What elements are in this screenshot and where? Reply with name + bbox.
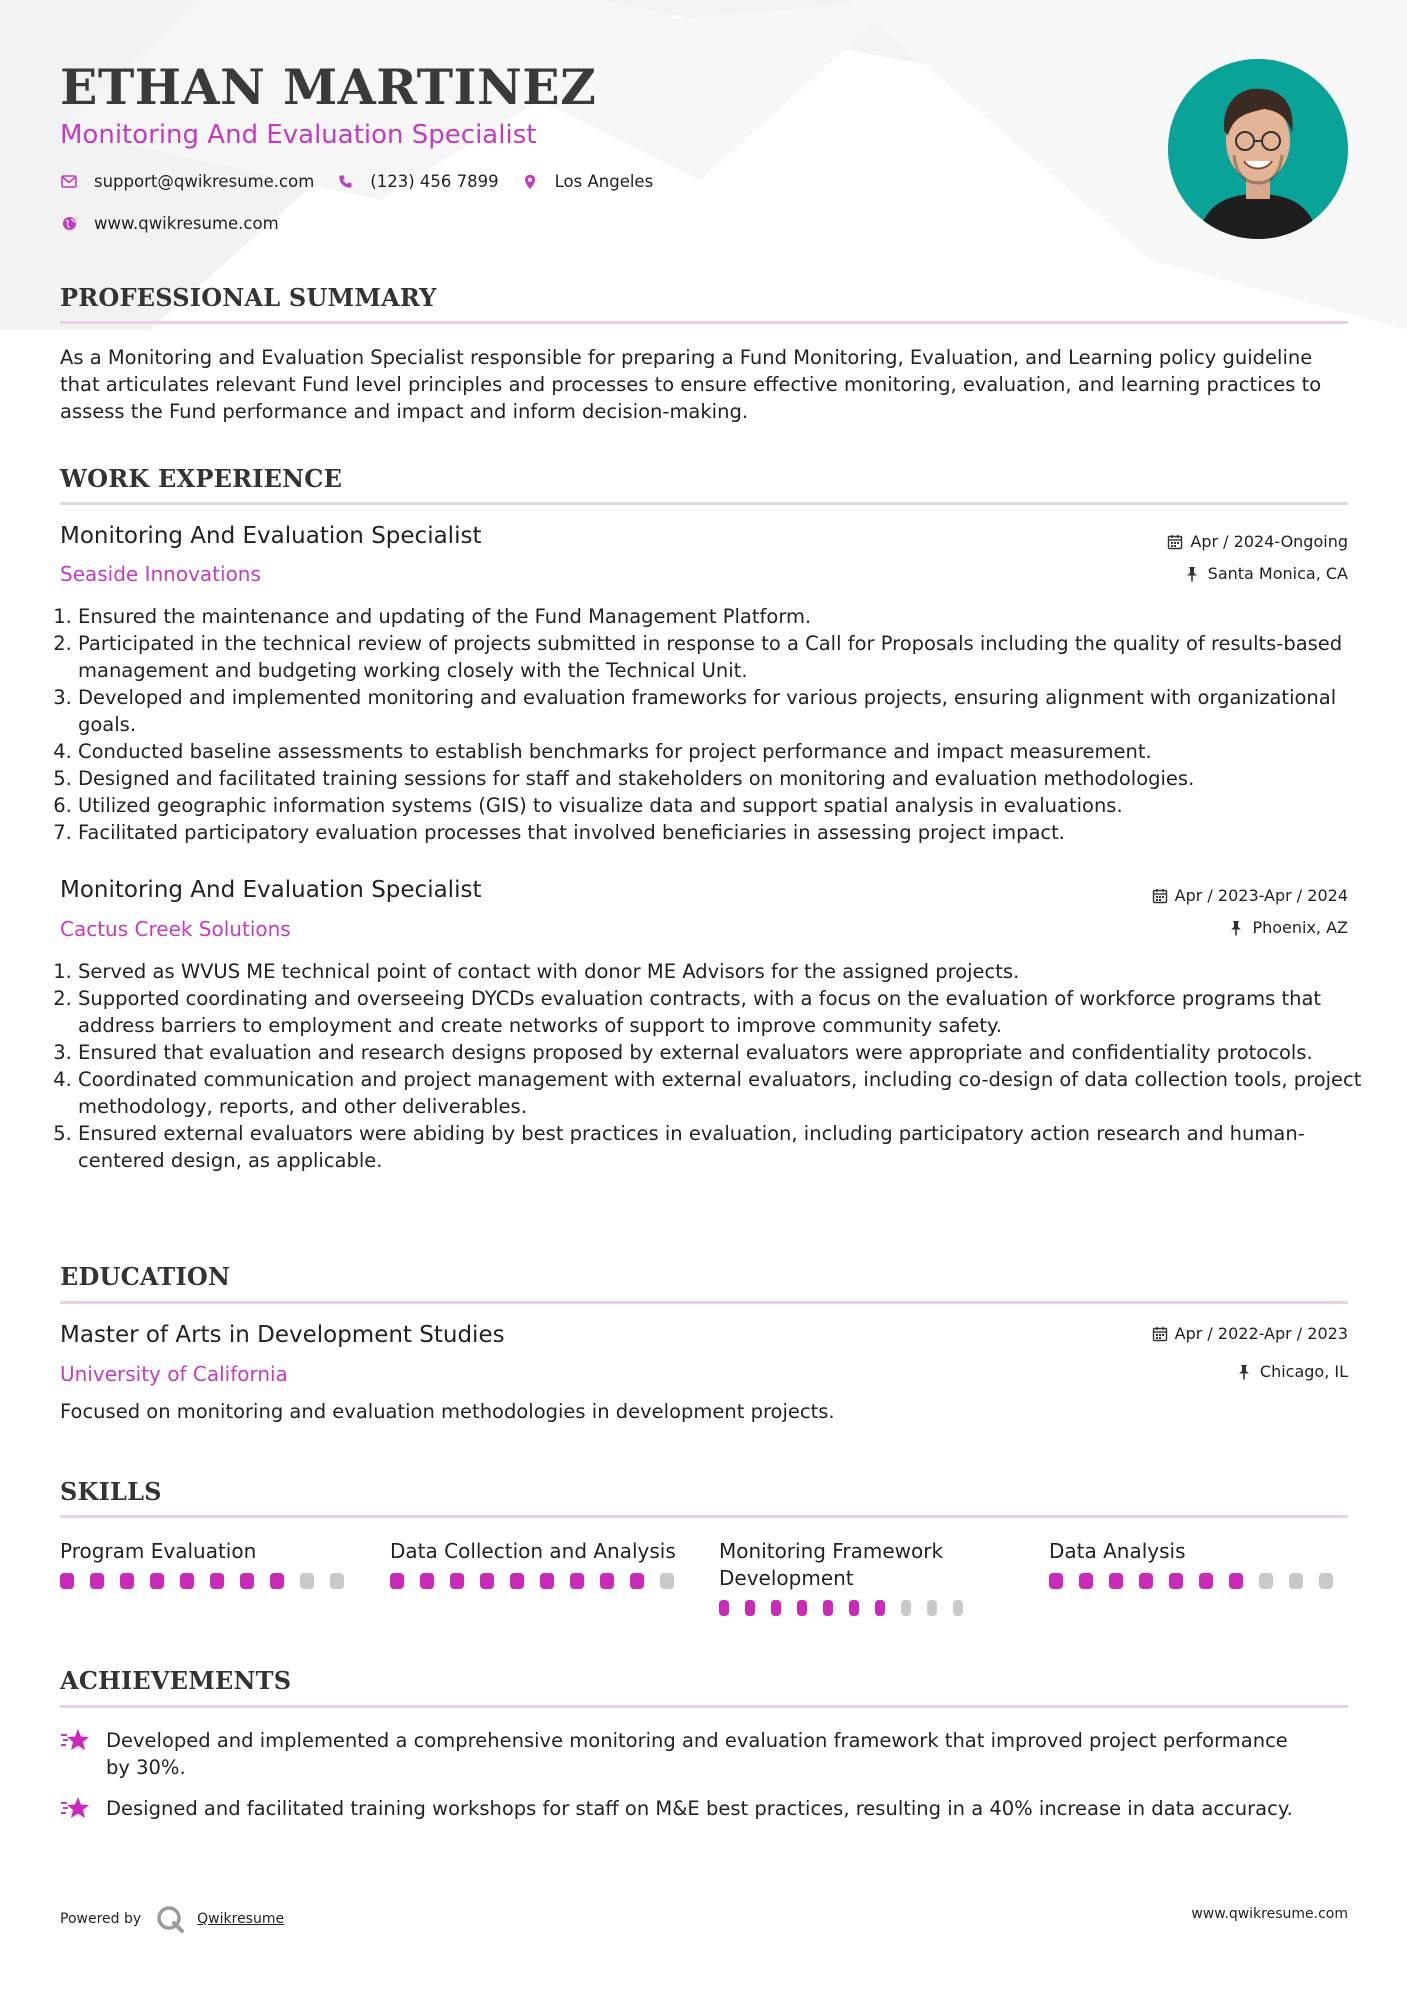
summary-divider <box>60 321 1348 324</box>
skill-dot-filled <box>719 1600 729 1616</box>
email-link[interactable]: support@qwikresume.com <box>94 172 315 191</box>
skill-dot-filled <box>510 1573 524 1589</box>
skill-dot-empty <box>901 1600 911 1616</box>
skill-rating <box>719 1600 979 1616</box>
calendar-icon <box>1152 1326 1168 1342</box>
skill-dot-filled <box>1049 1573 1063 1589</box>
job-location-text: Phoenix, AZ <box>1252 918 1348 937</box>
website-link[interactable]: www.qwikresume.com <box>94 214 279 233</box>
skill-dot-filled <box>420 1573 434 1589</box>
skill-rating <box>390 1573 690 1589</box>
list-item: 1. Ensured the maintenance and updating of the Fund Management Platform. <box>78 603 1366 630</box>
skill-dot-filled <box>1199 1573 1213 1589</box>
skill-dot-filled <box>875 1600 885 1616</box>
achievement-item <box>60 1795 1348 1824</box>
achievement-text: Designed and facilitated training workshops for staff on M&E best practices, resulting in a 40% increase in data accuracy. <box>106 1797 1293 1820</box>
list-item: 6. Utilized geographic information systems (GIS) to visualize data and support spatial analysis in evaluations. <box>78 792 1366 819</box>
job-location <box>1185 564 1348 583</box>
skill-dot-filled <box>150 1573 164 1589</box>
job-dates-text: Apr / 2024-Ongoing <box>1190 532 1348 551</box>
skill-name: Data Analysis <box>1049 1539 1186 1563</box>
education-description: Focused on monitoring and evaluation methodologies in development projects. <box>60 1400 835 1423</box>
skill-item <box>1049 1538 1349 1589</box>
location-pin-icon <box>521 173 539 191</box>
skill-dot-filled <box>745 1600 755 1616</box>
list-item: 2. Participated in the technical review of projects submitted in response to a Call for Proposals including the quality of results-based management and budgeting working closely with the Technical Unit. <box>78 630 1366 684</box>
skill-item <box>60 1538 360 1589</box>
candidate-role: Monitoring And Evaluation Specialist <box>60 120 537 150</box>
list-item: 2. Supported coordinating and overseeing DYCDs evaluation contracts, with a focus on the evaluation of workforce programs that address barriers to employment and create networks of support to improve community safety. <box>78 985 1366 1039</box>
skill-name: Data Collection and Analysis <box>390 1539 676 1563</box>
skill-dot-filled <box>797 1600 807 1616</box>
list-item: 1. Served as WVUS ME technical point of contact with donor ME Advisors for the assigned projects. <box>78 958 1366 985</box>
education-location-text: Chicago, IL <box>1259 1362 1348 1381</box>
job-company: Seaside Innovations <box>60 562 261 586</box>
skill-dot-empty <box>1259 1573 1273 1589</box>
profile-photo <box>1168 59 1348 239</box>
list-item: 4. Conducted baseline assessments to establish benchmarks for project performance and impact measurement. <box>78 738 1366 765</box>
skill-dot-filled <box>823 1600 833 1616</box>
skill-item <box>390 1538 690 1589</box>
achievement-item <box>60 1727 1348 1781</box>
skill-dot-empty <box>1319 1573 1333 1589</box>
job-location-text: Santa Monica, CA <box>1207 564 1348 583</box>
job-dates <box>1152 886 1348 905</box>
skill-dot-filled <box>600 1573 614 1589</box>
contact-row-secondary <box>60 214 301 233</box>
skill-dot-filled <box>1229 1573 1243 1589</box>
skill-rating <box>60 1573 360 1589</box>
skill-dot-filled <box>540 1573 554 1589</box>
skill-item <box>719 1538 979 1616</box>
skill-dot-filled <box>1109 1573 1123 1589</box>
job-dates <box>1167 532 1348 551</box>
skill-dot-filled <box>210 1573 224 1589</box>
footer-url[interactable]: www.qwikresume.com <box>1191 1906 1348 1922</box>
experience-heading: WORK EXPERIENCE <box>60 464 343 493</box>
list-item: 4. Coordinated communication and project management with external evaluators, including co-design of data collection tools, project methodology, reports, and other deliverables. <box>78 1066 1366 1120</box>
star-icon <box>60 1794 90 1824</box>
job-title: Monitoring And Evaluation Specialist <box>60 877 482 903</box>
skill-dot-empty <box>330 1573 344 1589</box>
summary-text: As a Monitoring and Evaluation Specialist responsible for preparing a Fund Monitoring, Evaluation, and Learning policy guideline that articulates relevant Fund level principles and processes to ensure effective monitoring, evaluation, and learning practices to assess the Fund performance and impact and inform decision-making. <box>60 346 1322 423</box>
job-title: Monitoring And Evaluation Specialist <box>60 523 482 549</box>
phone-icon <box>336 173 354 191</box>
skill-dot-filled <box>270 1573 284 1589</box>
experience-divider <box>60 502 1348 505</box>
skill-rating <box>1049 1573 1349 1589</box>
job-dates-text: Apr / 2023-Apr / 2024 <box>1174 886 1348 905</box>
education-heading: EDUCATION <box>60 1262 231 1291</box>
list-item: 5. Designed and facilitated training sessions for staff and stakeholders on monitoring and evaluation methodologies. <box>78 765 1366 792</box>
skill-dot-filled <box>120 1573 134 1589</box>
location-text: Los Angeles <box>554 172 654 191</box>
education-school: University of California <box>60 1362 288 1386</box>
list-item: 7. Facilitated participatory evaluation processes that involved beneficiaries in assessing project impact. <box>78 819 1366 846</box>
list-item: 3. Developed and implemented monitoring and evaluation frameworks for various projects, ensuring alignment with organizational goals. <box>78 684 1366 738</box>
skills-divider <box>60 1515 1348 1518</box>
summary-heading: PROFESSIONAL SUMMARY <box>60 283 437 312</box>
skill-name: Program Evaluation <box>60 1539 257 1563</box>
skill-name: Monitoring Framework Development <box>719 1539 944 1590</box>
skill-dot-filled <box>630 1573 644 1589</box>
skill-dot-filled <box>771 1600 781 1616</box>
skill-dot-filled <box>1139 1573 1153 1589</box>
job-company: Cactus Creek Solutions <box>60 917 291 941</box>
globe-icon <box>60 215 78 233</box>
education-dates-text: Apr / 2022-Apr / 2023 <box>1174 1324 1348 1343</box>
skill-dot-filled <box>60 1573 74 1589</box>
calendar-icon <box>1167 534 1183 550</box>
skill-dot-empty <box>953 1600 963 1616</box>
footer-powered-by <box>60 1904 284 1934</box>
skill-dot-filled <box>480 1573 494 1589</box>
list-item: 5. Ensured external evaluators were abiding by best practices in evaluation, including participatory action research and human-centered design, as applicable. <box>78 1120 1366 1174</box>
job-duties-list <box>60 603 1366 846</box>
skill-dot-filled <box>849 1600 859 1616</box>
skills-heading: SKILLS <box>60 1477 162 1506</box>
resume-page <box>60 0 1362 1990</box>
powered-by-label: Powered by <box>60 1911 142 1927</box>
skill-dot-filled <box>450 1573 464 1589</box>
skill-dot-filled <box>1079 1573 1093 1589</box>
skill-dot-filled <box>390 1573 404 1589</box>
candidate-name: ETHAN MARTINEZ <box>60 58 597 116</box>
education-divider <box>60 1301 1348 1304</box>
skill-dot-filled <box>180 1573 194 1589</box>
email-icon <box>60 173 78 191</box>
skill-dot-filled <box>570 1573 584 1589</box>
achievement-text: Developed and implemented a comprehensive monitoring and evaluation framework that improved project performance by 30%. <box>106 1729 1288 1779</box>
achievements-heading: ACHIEVEMENTS <box>60 1666 292 1695</box>
list-item: 3. Ensured that evaluation and research designs proposed by external evaluators were appropriate and confidentiality protocols. <box>78 1039 1366 1066</box>
pushpin-icon <box>1237 1364 1253 1380</box>
qwikresume-logo-icon <box>155 1904 185 1934</box>
skill-dot-empty <box>660 1573 674 1589</box>
job-location <box>1229 918 1348 937</box>
achievements-divider <box>60 1705 1348 1708</box>
qwikresume-link[interactable]: Qwikresume <box>197 1911 285 1927</box>
education-dates <box>1152 1324 1348 1343</box>
phone-number: (123) 456 7899 <box>370 172 499 191</box>
skill-dot-empty <box>1289 1573 1303 1589</box>
pushpin-icon <box>1185 566 1201 582</box>
calendar-icon <box>1152 888 1168 904</box>
pushpin-icon <box>1229 920 1245 936</box>
skill-dot-empty <box>300 1573 314 1589</box>
skill-dot-filled <box>90 1573 104 1589</box>
education-degree: Master of Arts in Development Studies <box>60 1322 505 1348</box>
job-duties-list <box>60 958 1366 1174</box>
education-location <box>1237 1362 1348 1381</box>
contact-row-primary <box>60 172 675 191</box>
skill-dot-empty <box>927 1600 937 1616</box>
skill-dot-filled <box>1169 1573 1183 1589</box>
skill-dot-filled <box>240 1573 254 1589</box>
star-icon <box>60 1726 90 1756</box>
